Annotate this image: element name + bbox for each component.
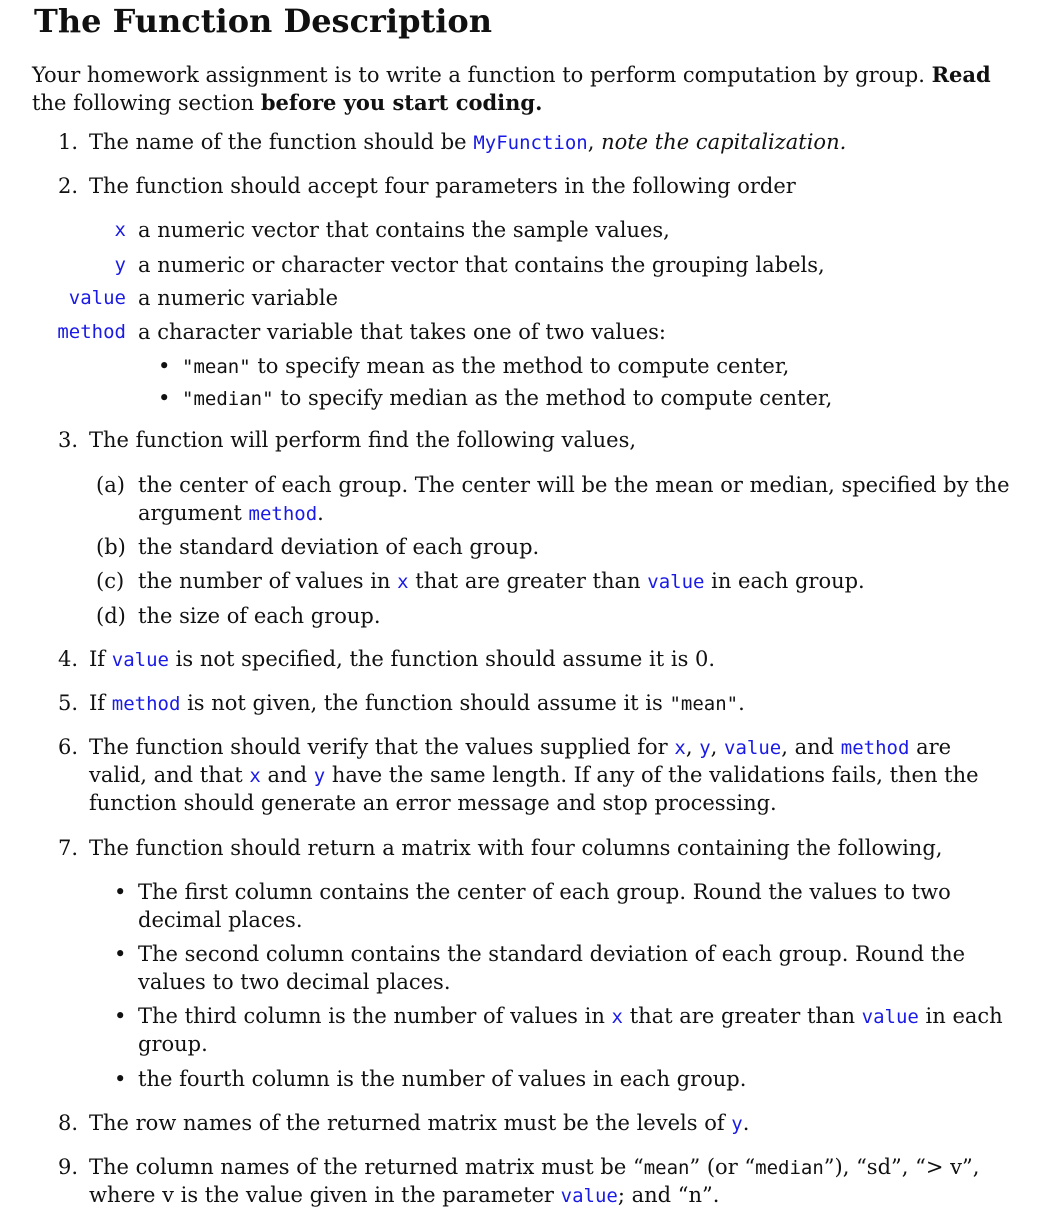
item-9-mid-2: ”), “sd”, “> v”, bbox=[823, 1155, 980, 1179]
item-3-text: The function will perform find the following values, bbox=[89, 428, 637, 452]
function-name-code: MyFunction bbox=[473, 132, 588, 154]
item-6-l2-post: have the same length. If any of the validations fails, then the bbox=[331, 763, 979, 787]
item-6-number: 6. bbox=[58, 735, 79, 759]
value-code: value bbox=[647, 571, 705, 593]
method-code: method bbox=[111, 693, 181, 715]
item-4-number: 4. bbox=[58, 647, 79, 671]
item-3a-label: (a) bbox=[96, 473, 125, 497]
x-code: x bbox=[397, 571, 409, 593]
item-3b-label: (b) bbox=[96, 535, 126, 559]
mean-literal-code: "mean" bbox=[669, 693, 739, 715]
item-3b-text: the standard deviation of each group. bbox=[138, 535, 540, 559]
item-8-text bbox=[89, 1109, 749, 1138]
value-code: value bbox=[111, 649, 169, 671]
option-mean-text: to specify mean as the method to compute center, bbox=[257, 354, 790, 378]
item-9-l2-pre: where v is the value given in the parameter bbox=[89, 1183, 554, 1207]
value-code: value bbox=[560, 1185, 618, 1207]
item-3a-line-1: the center of each group. The center will be the mean or median, specified by the bbox=[138, 473, 1010, 497]
param-term-method: method bbox=[57, 321, 126, 343]
y-code: y bbox=[731, 1113, 743, 1135]
item-6-line-2 bbox=[89, 761, 979, 790]
y-code: y bbox=[313, 765, 326, 787]
item-1-sep: , bbox=[587, 130, 595, 154]
mean-code: mean bbox=[643, 1157, 690, 1179]
item-3c-label: (c) bbox=[96, 569, 125, 593]
item-9-line-2 bbox=[89, 1181, 719, 1210]
item-6-sep-4: are bbox=[916, 735, 952, 759]
intro-text-2: the following section bbox=[32, 91, 255, 115]
item-6-l2-mid: and bbox=[267, 763, 308, 787]
item-5-pre: If bbox=[89, 691, 106, 715]
param-desc-value: a numeric variable bbox=[138, 286, 339, 310]
value-code: value bbox=[861, 1006, 919, 1028]
value-code: value bbox=[724, 737, 782, 759]
item-3-number: 3. bbox=[58, 428, 79, 452]
intro-bold-2: before you start coding. bbox=[260, 90, 543, 115]
item-3c-pre: the number of values in bbox=[138, 569, 391, 593]
item-3d-text: the size of each group. bbox=[138, 604, 381, 628]
item-4-pre: If bbox=[89, 647, 106, 671]
item-1-italic-note: note the capitalization. bbox=[601, 130, 847, 154]
item-7-bullet-3-line-2: group. bbox=[138, 1032, 208, 1056]
method-option-median bbox=[182, 384, 832, 413]
item-5-post: . bbox=[738, 691, 745, 715]
item-1-pre: The name of the function should be bbox=[89, 130, 467, 154]
item-7-number: 7. bbox=[58, 836, 79, 860]
item-3a-line-2 bbox=[138, 499, 324, 528]
item-6-pre: The function should verify that the values supplied for bbox=[89, 735, 668, 759]
item-1-text bbox=[89, 128, 846, 157]
item-9-pre: The column names of the returned matrix must be “ bbox=[89, 1155, 644, 1179]
item-3d-label: (d) bbox=[96, 604, 126, 628]
option-median-code: "median" bbox=[182, 388, 274, 410]
param-desc-x: a numeric vector that contains the sample values, bbox=[138, 218, 670, 242]
item-9-line-1 bbox=[89, 1153, 979, 1182]
y-code: y bbox=[699, 737, 711, 759]
item-8-post: . bbox=[742, 1111, 750, 1135]
item-6-line-3: function should generate an error message and stop processing. bbox=[89, 791, 777, 815]
param-desc-method: a character variable that takes one of two values: bbox=[138, 320, 666, 344]
item-7-bullet-3-line-1 bbox=[138, 1002, 1003, 1031]
item-4-post: is not specified, the function should assume it is 0. bbox=[175, 647, 716, 671]
intro-line-2 bbox=[32, 89, 542, 117]
item-9-number: 9. bbox=[58, 1155, 79, 1179]
param-term-y: y bbox=[114, 254, 126, 276]
item-7-bullet-4: • the fourth column is the number of values in each group. bbox=[138, 1065, 746, 1093]
method-option-mean bbox=[182, 352, 789, 381]
item-4-text bbox=[89, 645, 715, 674]
item-1-number: 1. bbox=[58, 130, 79, 154]
item-3a-post: . bbox=[317, 501, 324, 525]
item-7-bullet-2-line-1: • The second column contains the standard deviation of each group. Round the bbox=[138, 940, 965, 968]
item-9-mid-1: ” (or “ bbox=[689, 1155, 756, 1179]
item-6-l2-pre: valid, and that bbox=[89, 763, 243, 787]
item-7-text: The function should return a matrix with four columns containing the following, bbox=[89, 836, 943, 860]
param-term-value: value bbox=[68, 287, 126, 309]
item-3c-post: in each group. bbox=[711, 569, 865, 593]
param-desc-y: a numeric or character vector that contains the grouping labels, bbox=[138, 253, 825, 277]
item-6-sep-3: , and bbox=[781, 735, 835, 759]
item-5-text bbox=[89, 689, 745, 718]
x-code: x bbox=[674, 737, 686, 759]
item-8-number: 8. bbox=[58, 1111, 79, 1135]
item-2-number: 2. bbox=[58, 174, 79, 198]
item-7-b3-pre: The third column is the number of values in bbox=[138, 1004, 605, 1028]
item-3a-pre: argument bbox=[138, 501, 242, 525]
method-code: method bbox=[840, 737, 910, 759]
item-9-l2-post: ; and “n”. bbox=[617, 1183, 720, 1207]
option-mean-code: "mean" bbox=[182, 356, 251, 378]
item-5-number: 5. bbox=[58, 691, 79, 715]
page-title: The Function Description bbox=[34, 2, 492, 40]
intro-text-1: Your homework assignment is to write a function to perform computation by group. bbox=[32, 63, 925, 87]
median-code: median bbox=[755, 1157, 824, 1179]
item-6-sep-2: , bbox=[710, 735, 718, 759]
item-6-sep-1: , bbox=[685, 735, 693, 759]
item-2-text: The function should accept four parameters in the following order bbox=[89, 174, 796, 198]
item-7-bullet-1-line-2: decimal places. bbox=[138, 908, 303, 932]
intro-bold-1: Read bbox=[931, 62, 991, 87]
x-code: x bbox=[249, 765, 261, 787]
item-7-bullet-1-line-1: • The first column contains the center of each group. Round the values to two bbox=[138, 878, 951, 906]
option-median-text: to specify median as the method to compute center, bbox=[280, 386, 833, 410]
item-5-mid: is not given, the function should assume it is bbox=[187, 691, 663, 715]
method-code: method bbox=[248, 503, 318, 525]
item-7-b3-mid: that are greater than bbox=[629, 1004, 855, 1028]
param-term-x: x bbox=[114, 219, 126, 241]
item-8-pre: The row names of the returned matrix must be the levels of bbox=[89, 1111, 725, 1135]
item-7-b3-post: in each bbox=[925, 1004, 1003, 1028]
intro-line-1 bbox=[32, 61, 991, 89]
x-code: x bbox=[611, 1006, 623, 1028]
item-7-bullet-2-line-2: values to two decimal places. bbox=[138, 970, 451, 994]
item-6-line-1 bbox=[89, 733, 951, 762]
item-3c-mid: that are greater than bbox=[415, 569, 641, 593]
item-3c-text bbox=[138, 567, 865, 596]
